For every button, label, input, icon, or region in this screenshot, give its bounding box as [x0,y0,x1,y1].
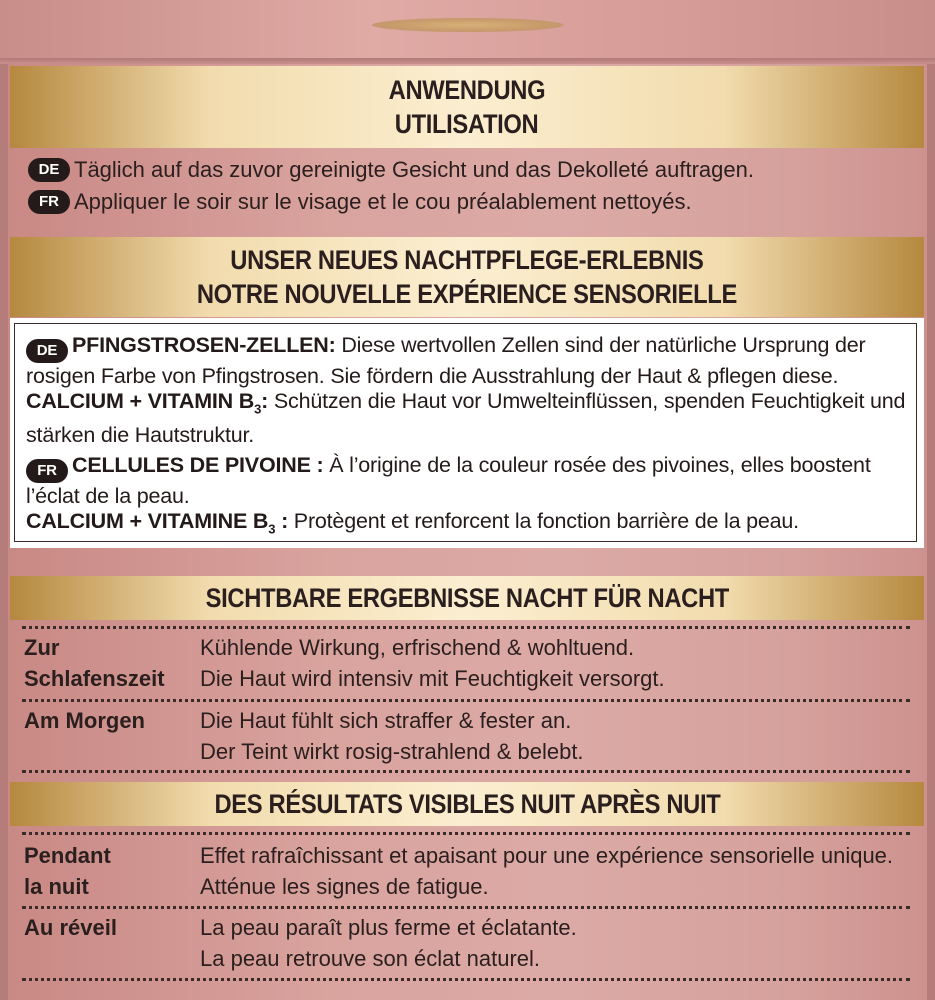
divider [22,626,910,629]
usage-de-text: Täglich auf das zuvor gereinigte Gesicht und das Dekolleté auftragen. [74,157,754,182]
usage-heading-de: ANWENDUNG [388,75,546,105]
row-label: Am Morgen [24,708,145,733]
experience-heading-band [10,237,924,317]
ingredient-fr-2-title: CALCIUM + VITAMINE $B_3$ : [26,509,289,537]
results-fr-heading-band [10,782,924,826]
divider [22,978,910,981]
results-de-row-2 [22,705,912,767]
results-fr-row-1 [22,840,912,902]
lang-badge-fr: FR [26,459,68,483]
lid-emboss [372,18,564,32]
lid-shadow [0,58,935,64]
row-label: Au réveil [24,915,117,940]
ingredient-fr-1 [26,452,916,509]
divider [22,699,910,702]
usage-heading-fr: UTILISATION [395,109,539,139]
divider [22,832,910,835]
ingredient-fr-1-title: CELLULES DE PIVOINE : [72,453,324,477]
row-text: Kühlende Wirkung, erfrischend & wohltuend. Die Haut wird intensiv mit Feuchtigkeit versorgt. [200,635,665,691]
lang-badge-de: DE [26,339,68,363]
ingredient-de-1-text: Diese wertvollen Zellen sind der natürliche Ursprung der rosigen Farbe von Pfingstrosen. Sie fördern die Ausstrahlung der Haut & pflegen diese. [26,333,866,388]
row-text: Die Haut fühlt sich straffer & fester an. Der Teint wirkt rosig-strahlend & belebt. [200,708,584,764]
results-de-heading: SICHTBARE ERGEBNISSE NACHT FÜR NACHT [205,583,729,613]
row-label: Pendant la nuit [24,843,111,899]
results-de-row-1 [22,632,912,694]
usage-de-line [28,156,754,184]
ingredient-de-2-title: CALCIUM + VITAMIN $B_3$: [26,389,269,417]
row-text: La peau paraît plus ferme et éclatante. La peau retrouve son éclat naturel. [200,915,577,971]
ingredient-fr-2-text: Protègent et renforcent la fonction barrière de la peau. [288,509,799,533]
divider [22,906,910,909]
results-de-heading-band [10,576,924,620]
package-side-right [927,62,935,1000]
lang-badge-fr: FR [28,190,70,214]
lang-badge-de: DE [28,158,70,182]
ingredient-fr-1-text: À l’origine de la couleur rosée des pivoines, elles boostent l’éclat de la peau. [26,453,871,508]
ingredient-de-1 [26,332,916,389]
row-text: Effet rafraîchissant et apaisant pour une expérience sensorielle unique. Atténue les signes de fatigue. [200,843,894,899]
usage-heading-band [10,66,924,148]
ingredient-fr-2 [26,508,916,542]
usage-fr-text: Appliquer le soir sur le visage et le cou préalablement nettoyés. [74,189,692,214]
experience-heading-fr: NOTRE NOUVELLE EXPÉRIENCE SENSORIELLE [196,279,738,309]
ingredients-box [10,318,924,548]
ingredient-de-1-title: PFINGSTROSEN-ZELLEN: [72,333,336,357]
divider [22,770,910,773]
results-fr-row-2 [22,912,912,974]
experience-heading-de: UNSER NEUES NACHTPFLEGE-ERLEBNIS [230,245,704,275]
package-side-left [0,62,8,1000]
usage-fr-line [28,188,692,216]
row-label: Zur Schlafenszeit [24,635,165,691]
ingredient-de-2 [26,388,916,448]
results-fr-heading: DES RÉSULTATS VISIBLES NUIT APRÈS NUIT [214,789,720,819]
ingredient-de-2-text: Schützen die Haut vor Umwelteinflüssen, spenden Feuchtigkeit und stärken die Hautstruktur. [26,389,906,448]
